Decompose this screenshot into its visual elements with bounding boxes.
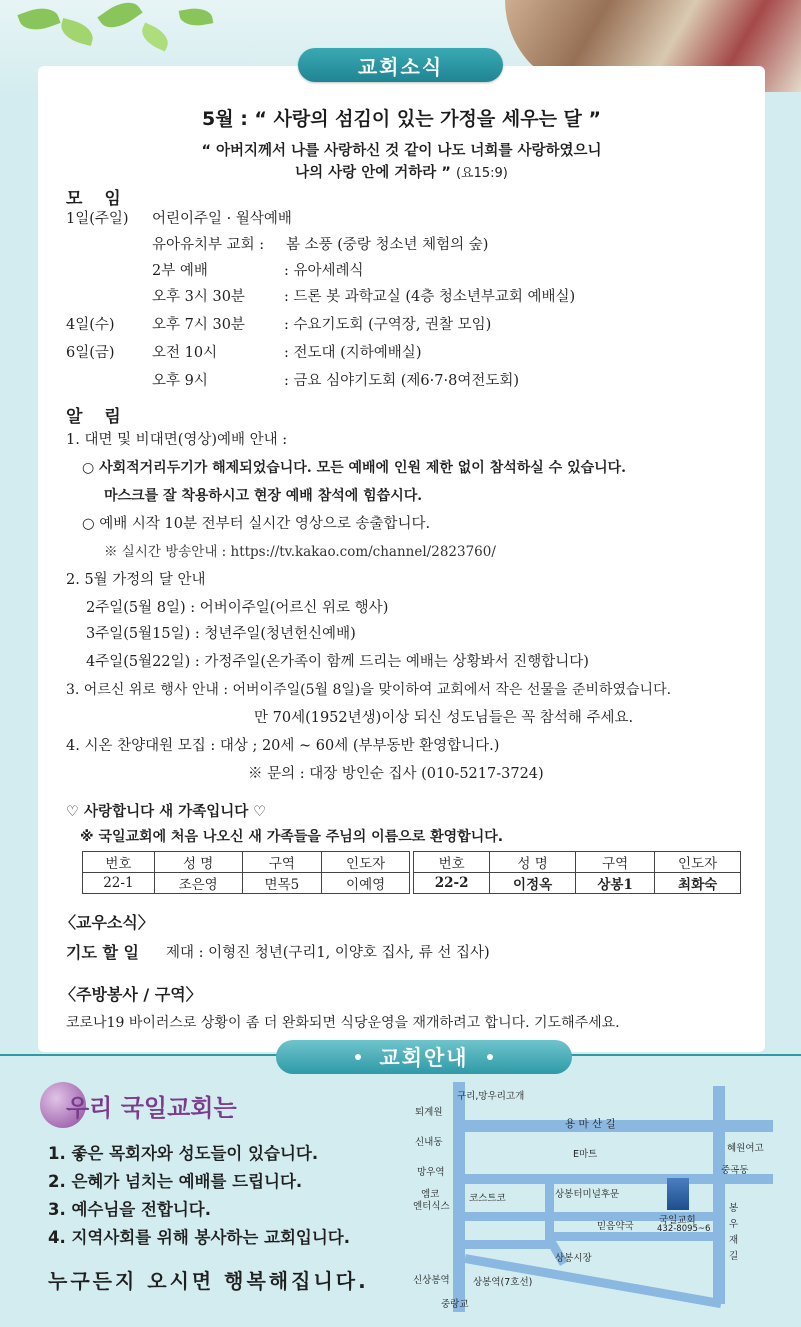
gatherings-heading: 모 임 xyxy=(66,189,129,209)
notice-line: 만 70세(1952년생)이상 되신 성도님들은 꼭 참석해 주세요. xyxy=(254,710,634,726)
new-family-table xyxy=(82,851,410,894)
feature-item: 4. 지역사회를 위해 봉사하는 교회입니다. xyxy=(48,1228,351,1247)
schedule-time: 오후 3시 30분 xyxy=(152,289,245,305)
broadcast-link[interactable]: ※ 실시간 방송안내 : https://tv.kakao.com/channel/2823760/ xyxy=(104,544,496,560)
schedule-day: 4일(수) xyxy=(66,317,115,333)
notice-line: 4. 시온 찬양대원 모집 : 대상 ; 20세 ~ 60세 (부부동반 환영합니다.) xyxy=(66,738,500,754)
table-cell: 면목5 xyxy=(242,873,322,894)
schedule-row xyxy=(66,312,756,338)
welcome-message: 누구든지 오시면 행복해집니다. xyxy=(48,1269,369,1293)
map-road xyxy=(453,1082,465,1312)
schedule-desc: 봄 소풍 (중랑 청소년 체험의 숲) xyxy=(286,237,489,253)
map-label: 코스트코 xyxy=(469,1193,506,1204)
map-label: 우 xyxy=(729,1219,739,1230)
map-label: 용 마 산 길 xyxy=(565,1118,616,1130)
guide-title-pill xyxy=(276,1040,572,1074)
schedule-time: 2부 예배 xyxy=(152,263,208,279)
new-family-note: ※ 국일교회에 처음 나오신 새 가족들을 주님의 이름으로 환영합니다. xyxy=(80,829,504,845)
new-family-table xyxy=(413,851,741,894)
schedule-row xyxy=(66,368,756,394)
map-label: 믿음약국 xyxy=(597,1221,634,1232)
notice-line: ○ 예배 시작 10분 전부터 실시간 영상으로 송출합니다. xyxy=(82,516,431,532)
map-label: 신내동 xyxy=(415,1137,443,1148)
notice-line: 3주일(5월15일) : 청년주일(청년헌신예배) xyxy=(86,626,356,642)
notice-line: 2주일(5월 8일) : 어버이주일(어르신 위로 행사) xyxy=(86,600,389,616)
verse-line-2: 나의 사랑 안에 거하라 ” (요15:9) xyxy=(295,165,508,181)
map-label: 봉 xyxy=(729,1203,739,1214)
dot-icon xyxy=(487,1054,493,1060)
map-label: 중랑교 xyxy=(441,1299,469,1310)
table-row xyxy=(83,873,410,894)
notice-line: 2. 5월 가정의 달 안내 xyxy=(66,572,206,588)
map-label: 432-8095~6 xyxy=(657,1224,711,1234)
table-cell: 조은영 xyxy=(154,873,242,894)
kitchen-heading: 〈주방봉사 / 구역〉 xyxy=(60,985,202,1004)
table-cell: 22-1 xyxy=(83,873,155,894)
verse-reference: (요15:9) xyxy=(455,166,508,181)
column-header: 인도자 xyxy=(655,852,741,873)
schedule-desc: : 금요 심야기도회 (제6·7·8여전도회) xyxy=(284,373,520,389)
map-label: 길 xyxy=(729,1251,739,1262)
notice-line: 3. 어르신 위로 행사 안내 : 어버이주일(5월 8일)을 맞이하여 교회에서 작은 선물을 준비하였습니다. xyxy=(66,682,672,698)
map-label: 재 xyxy=(729,1235,739,1246)
prayer-text: 제대 : 이형진 청년(구리1, 이양호 집사, 류 선 집사) xyxy=(166,945,490,961)
schedule-time: 어린이주일 · 월삭예배 xyxy=(152,211,292,227)
map-label: 상봉역(7호선) xyxy=(473,1277,533,1288)
notices-heading: 알 림 xyxy=(66,407,129,427)
guide-title: 교회안내 xyxy=(379,1046,469,1070)
map-road xyxy=(713,1086,725,1304)
schedule-row xyxy=(66,232,756,258)
map-label: 신상봉역 xyxy=(413,1275,450,1286)
verse-line-1: “ 아버지께서 나를 사랑하신 것 같이 나도 너희를 사랑하였으니 xyxy=(201,143,602,159)
column-header: 성 명 xyxy=(490,852,576,873)
table-header-row xyxy=(414,852,741,873)
prayer-label: 기도 할 일 xyxy=(66,943,139,962)
table-cell: 이정옥 xyxy=(490,873,576,894)
table-cell: 22-2 xyxy=(414,873,490,894)
church-badge xyxy=(40,1082,250,1130)
staff-news-heading: 〈교우소식〉 xyxy=(60,913,154,932)
schedule-desc: : 유아세례식 xyxy=(284,263,364,279)
new-family-heading: ♡ 사랑합니다 새 가족입니다 ♡ xyxy=(66,804,267,820)
map-label: E마트 xyxy=(573,1149,598,1160)
column-header: 번호 xyxy=(83,852,155,873)
bible-verse xyxy=(38,140,765,185)
feature-item: 3. 예수님을 전합니다. xyxy=(48,1200,212,1219)
feature-item: 2. 은혜가 넘치는 예배를 드립니다. xyxy=(48,1172,303,1191)
notice-line: ○ 사회적거리두기가 해제되었습니다. 모든 예배에 인원 제한 없이 참석하실 수 있습니다. xyxy=(82,460,627,476)
column-header: 인도자 xyxy=(322,852,410,873)
map-label: 혜원여고 xyxy=(727,1143,764,1154)
map-label: 구리,망우리고개 xyxy=(457,1091,525,1102)
church-building-icon xyxy=(667,1178,689,1210)
column-header: 구역 xyxy=(575,852,654,873)
notice-line: 1. 대면 및 비대면(영상)예배 안내 : xyxy=(66,432,288,448)
page-title: 교회소식 xyxy=(298,48,503,82)
schedule-desc: : 전도대 (지하예배실) xyxy=(284,345,422,361)
map-label: 엔터식스 xyxy=(413,1201,450,1212)
schedule-row xyxy=(66,340,756,366)
schedule-time: 오전 10시 xyxy=(152,345,218,361)
map-label: 상봉시장 xyxy=(555,1253,592,1264)
notice-line: 마스크를 잘 착용하시고 현장 예배 참석에 힘씁시다. xyxy=(104,488,423,504)
schedule-time: 오후 9시 xyxy=(152,373,208,389)
schedule-desc: : 드론 봇 과학교실 (4층 청소년부교회 예배실) xyxy=(284,289,576,305)
dot-icon xyxy=(355,1054,361,1060)
map-label: 상봉터미널후문 xyxy=(555,1189,620,1200)
table-header-row xyxy=(83,852,410,873)
schedule-row xyxy=(66,284,756,310)
notice-line: 4주일(5월22일) : 가정주일(온가족이 함께 드리는 예배는 상황봐서 진행합니다) xyxy=(86,654,589,670)
column-header: 번호 xyxy=(414,852,490,873)
schedule-desc: : 수요기도회 (구역장, 권찰 모임) xyxy=(284,317,492,333)
table-row xyxy=(414,873,741,894)
notice-line: ※ 문의 : 대장 방인순 집사 (010-5217-3724) xyxy=(248,766,544,782)
monthly-theme-title: 5월 : “ 사랑의 섬김이 있는 가정을 세우는 달 ” xyxy=(202,108,601,130)
badge-text: 우리 국일교회는 xyxy=(66,1094,237,1122)
kitchen-text: 코로나19 바이러스로 상황이 좀 더 완화되면 식당운영을 재개하려고 합니다. 기도해주세요. xyxy=(66,1015,620,1031)
location-map[interactable] xyxy=(405,1082,790,1312)
schedule-row xyxy=(66,258,756,284)
map-label: 망우역 xyxy=(417,1167,445,1178)
table-cell: 상봉1 xyxy=(575,873,654,894)
map-label: 중곡동 xyxy=(721,1165,749,1176)
map-label: 퇴계원 xyxy=(415,1107,443,1118)
schedule-time: 유아유치부 교회 : xyxy=(152,237,265,253)
table-cell: 이예영 xyxy=(322,873,410,894)
map-label: 국일교회 xyxy=(659,1215,696,1226)
column-header: 구역 xyxy=(242,852,322,873)
table-cell: 최화숙 xyxy=(655,873,741,894)
feature-item: 1. 좋은 목회자와 성도들이 있습니다. xyxy=(48,1144,319,1163)
schedule-day: 1일(주일) xyxy=(66,211,129,227)
schedule-time: 오후 7시 30분 xyxy=(152,317,245,333)
column-header: 성 명 xyxy=(154,852,242,873)
schedule-row xyxy=(66,206,756,232)
map-road xyxy=(453,1240,553,1249)
schedule-day: 6일(금) xyxy=(66,345,115,361)
map-label: 엠코 xyxy=(421,1189,440,1200)
